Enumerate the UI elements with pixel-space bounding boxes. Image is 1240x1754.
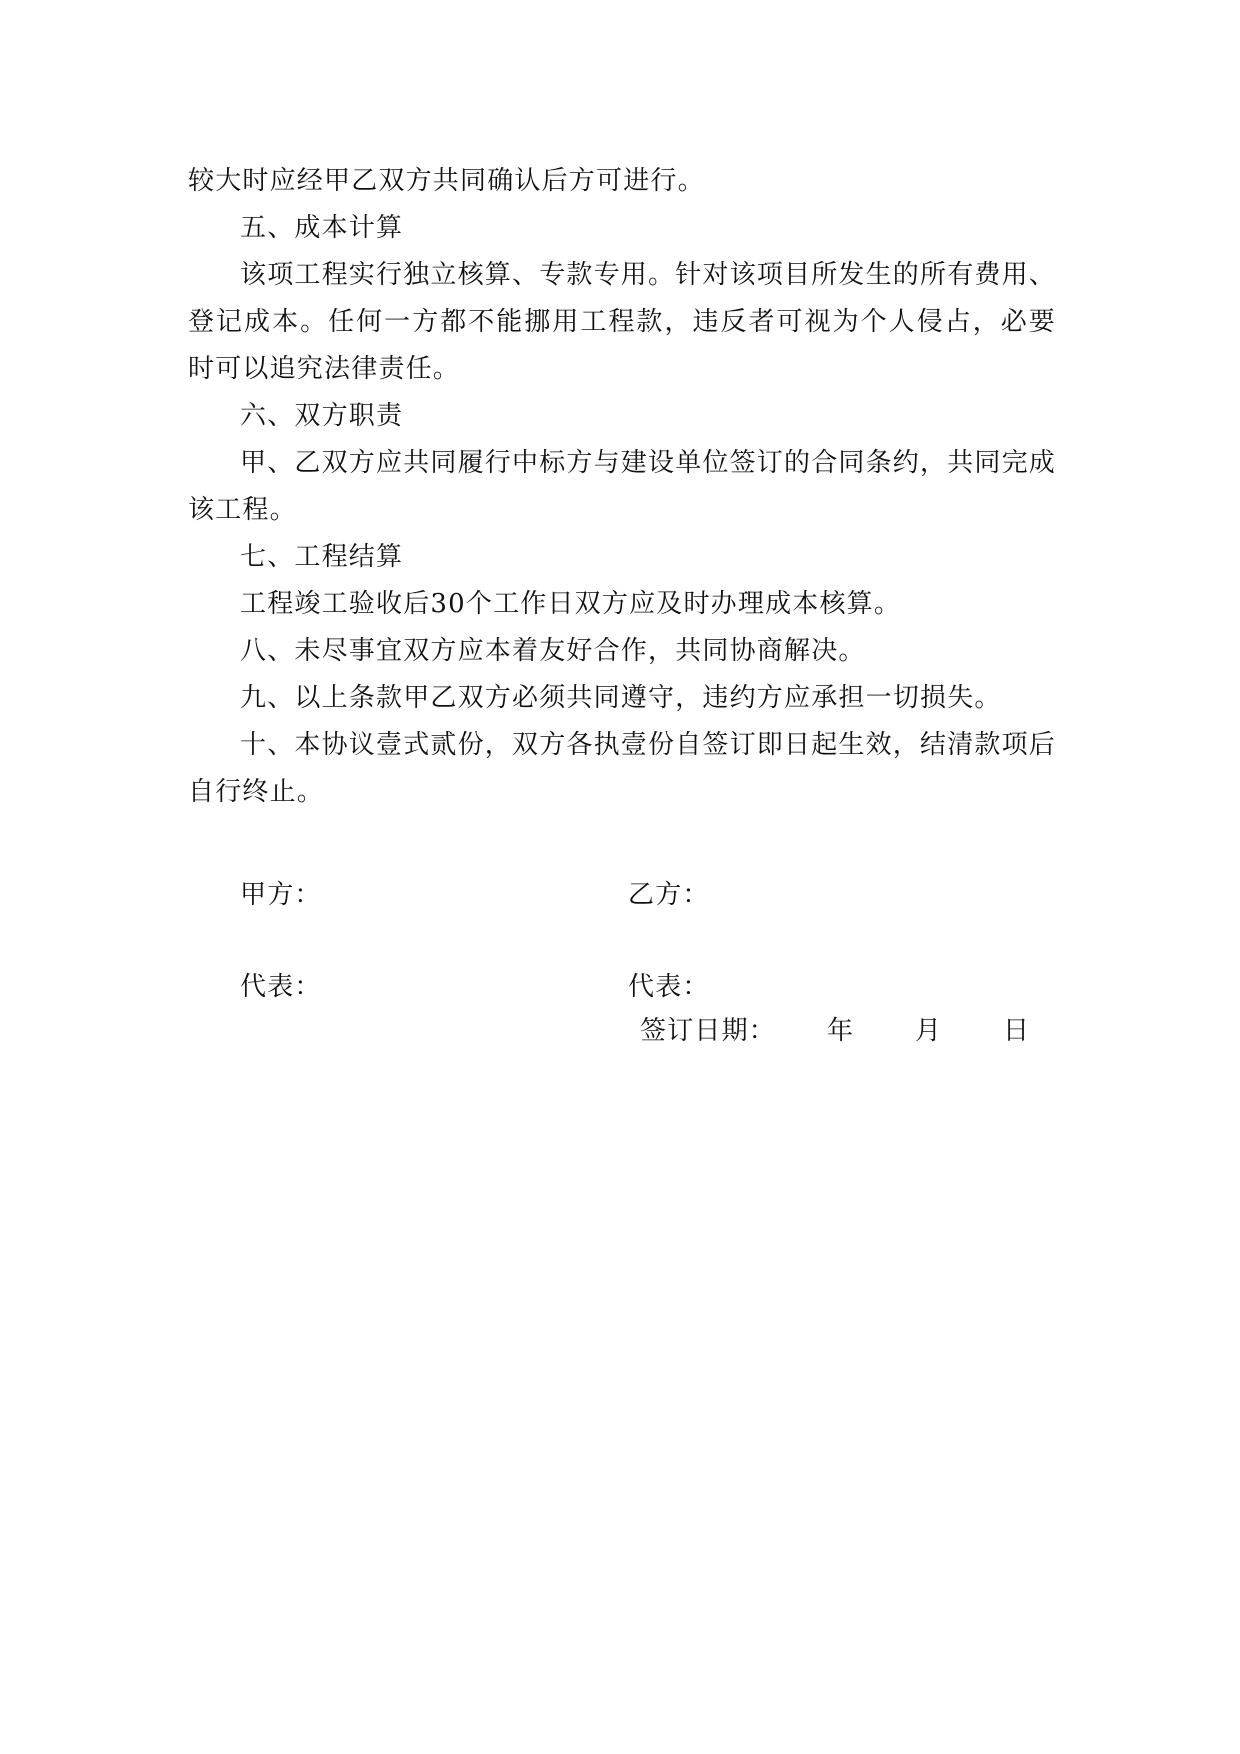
signing-date-label: 签订日期： <box>640 1016 777 1046</box>
paragraph-cost: 该项工程实行独立核算、专款专用。针对该项目所发生的所有费用、登记成本。任何一方都不能挪用工程款，违反者可视为个人侵占，必要时可以追究法律责任。 <box>188 260 1057 384</box>
representative-a-label: 代表： <box>240 972 322 1002</box>
day-label: 日 <box>1003 1016 1031 1046</box>
section-heading-settlement: 七、工程结算 <box>240 542 404 572</box>
signing-date-row <box>640 1011 1040 1051</box>
clause-nine: 九、以上条款甲乙双方必须共同遵守，违约方应承担一切损失。 <box>240 683 1002 713</box>
clause-ten: 十、本协议壹式贰份，双方各执壹份自签订即日起生效，结清款项后自行终止。 <box>188 730 1057 807</box>
paragraph-duties: 甲、乙双方应共同履行中标方与建设单位签订的合同条约，共同完成该工程。 <box>188 448 1057 525</box>
year-label: 年 <box>827 1016 855 1046</box>
party-b-label: 乙方： <box>628 880 710 910</box>
party-a-label: 甲方： <box>240 880 322 910</box>
paragraph-settlement: 工程竣工验收后30个工作日双方应及时办理成本核算。 <box>240 589 902 619</box>
month-label: 月 <box>915 1016 943 1046</box>
paragraph-continuation: 较大时应经甲乙双方共同确认后方可进行。 <box>188 166 705 196</box>
clause-eight: 八、未尽事宜双方应本着友好合作，共同协商解决。 <box>240 636 866 666</box>
representative-b-label: 代表： <box>628 972 710 1002</box>
document-body <box>188 158 1056 816</box>
section-heading-cost: 五、成本计算 <box>240 213 404 243</box>
section-heading-duties: 六、双方职责 <box>240 401 404 431</box>
